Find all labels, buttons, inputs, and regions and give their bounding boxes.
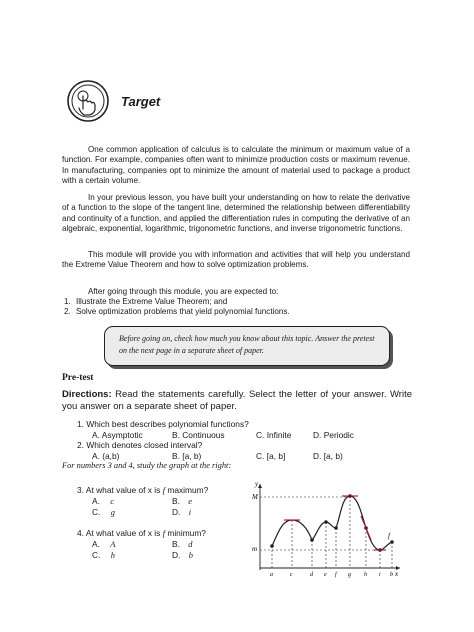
intro-paragraph-4: After going through this module, you are expected to: [88, 287, 279, 296]
choice-a [92, 496, 114, 506]
section-title: Target [121, 94, 161, 109]
pretest-heading: Pre-test [62, 373, 94, 383]
choice-letter: D. [172, 507, 181, 517]
function-curve [272, 496, 392, 550]
y-axis-label: y [255, 480, 259, 488]
x-tick-label: h [364, 572, 367, 578]
x-tick-label: g [348, 572, 351, 578]
min-label: m [252, 545, 258, 553]
choice-value: e [188, 497, 192, 506]
critical-points [270, 494, 394, 552]
choice-value: h [110, 551, 115, 560]
choice-letter: B. [172, 496, 180, 506]
x-tick-label: b [390, 572, 393, 578]
choice-value: b [188, 551, 193, 560]
x-tick-label: e [324, 572, 327, 578]
choice-a [92, 539, 115, 549]
choice-letter: C. [92, 550, 101, 560]
list-number: 1. [64, 297, 71, 306]
question-text-pre: At what value of x is [85, 528, 163, 538]
tangent-lines [284, 496, 386, 550]
choice-letter: C. [92, 507, 101, 517]
directions-label: Directions: [62, 389, 112, 400]
intro-paragraph-1: One common application of calculus is to calculate the minimum or maximum value of a function. For example, companies often want to minimize production costs or maximum revenue. In manufacturing, companies opt to minimize the amount of material used to package a product with a certain volume. [62, 145, 410, 186]
choice-letter: A. [92, 496, 100, 506]
choice-b [172, 496, 192, 506]
list-text: Illustrate the Extreme Value Theorem; and [76, 297, 228, 306]
max-label: M [252, 493, 258, 501]
list-text: Solve optimization problems that yield polynomial functions. [76, 307, 290, 317]
choice-a: A. (a,b) [92, 451, 120, 461]
question-text: Which best describes polynomial functions? [86, 419, 249, 429]
x-tick-label: d [310, 572, 313, 578]
intro-paragraph-3: This module will provide you with information and activities that will help you understand the Extreme Value Theorem and how to solve optimization problems. [62, 250, 410, 270]
x-tick-label: a [270, 572, 273, 578]
x-axis-label: x [395, 570, 399, 578]
choice-b: B. Continuous [172, 430, 225, 440]
list-item [62, 297, 410, 307]
question-text: Which denotes closed interval? [86, 440, 203, 450]
question-3 [77, 485, 208, 495]
graph-note: For numbers 3 and 4, study the graph at the right: [62, 461, 232, 470]
callout-text: Before going on, check how much you know about this topic. Answer the pretest on the next page in a separate sheet of paper. [119, 334, 375, 355]
list-item [62, 307, 410, 317]
choice-value: A [110, 540, 116, 549]
choice-value: d [188, 540, 193, 549]
question-4 [77, 528, 206, 538]
choice-c [92, 550, 115, 560]
choice-d [172, 507, 191, 517]
list-number: 2. [64, 307, 71, 317]
function-graph [252, 478, 402, 578]
question-number: 1. [77, 419, 84, 429]
question-text-post: maximum? [165, 485, 209, 495]
question-number: 4. [77, 528, 84, 538]
x-tick-label: c [290, 572, 293, 578]
choice-b [172, 539, 192, 549]
choice-value: g [110, 508, 115, 517]
intro-paragraph-2: In your previous lesson, you have built your understanding on how to relate the derivative of a function to the slope of the tangent line, determined the relationship between differentiability and continuity of a function, and applied the differentiation rules in computing the derivative of an algebraic, exponential, logarithmic, trigonometric functions, and inverse trigonometric functions. [62, 193, 410, 234]
vertical-guides [272, 496, 392, 568]
question-number: 2. [77, 440, 84, 450]
function-symbol: f [162, 486, 166, 495]
choice-c: C. [a, b] [256, 451, 286, 461]
pretest-callout-box [104, 326, 390, 366]
directions [62, 389, 412, 413]
x-tick-label: i [379, 572, 381, 578]
choice-c [92, 507, 115, 517]
curve-label: f [388, 532, 390, 540]
x-tick-labels [270, 571, 393, 578]
choice-value: c [110, 497, 114, 506]
choice-letter: A. [92, 539, 100, 549]
question-2 [77, 440, 202, 450]
question-number: 3. [77, 485, 84, 495]
question-text-post: minimum? [165, 528, 206, 538]
choice-b: B. [a, b) [172, 451, 202, 461]
question-1 [77, 419, 249, 429]
objectives-list [62, 297, 410, 318]
x-tick-label: f [335, 572, 337, 578]
choice-c: C. Infinite [256, 430, 292, 440]
choice-d: D. [a, b) [313, 451, 343, 461]
choice-d: D. Periodic [313, 430, 354, 440]
choice-d [172, 550, 193, 560]
function-symbol: f [162, 529, 166, 538]
question-text-pre: At what value of x is [85, 485, 163, 495]
choice-letter: D. [172, 550, 181, 560]
choice-a: A. Asymptotic [92, 430, 143, 440]
directions-text: Read the statements carefully. Select the letter of your answer. Write you answer on a separate sheet of paper. [62, 389, 412, 412]
tap-target-icon [66, 79, 110, 123]
choice-value: i [188, 508, 192, 517]
y-axis-arrow [258, 484, 262, 488]
choice-letter: B. [172, 539, 180, 549]
